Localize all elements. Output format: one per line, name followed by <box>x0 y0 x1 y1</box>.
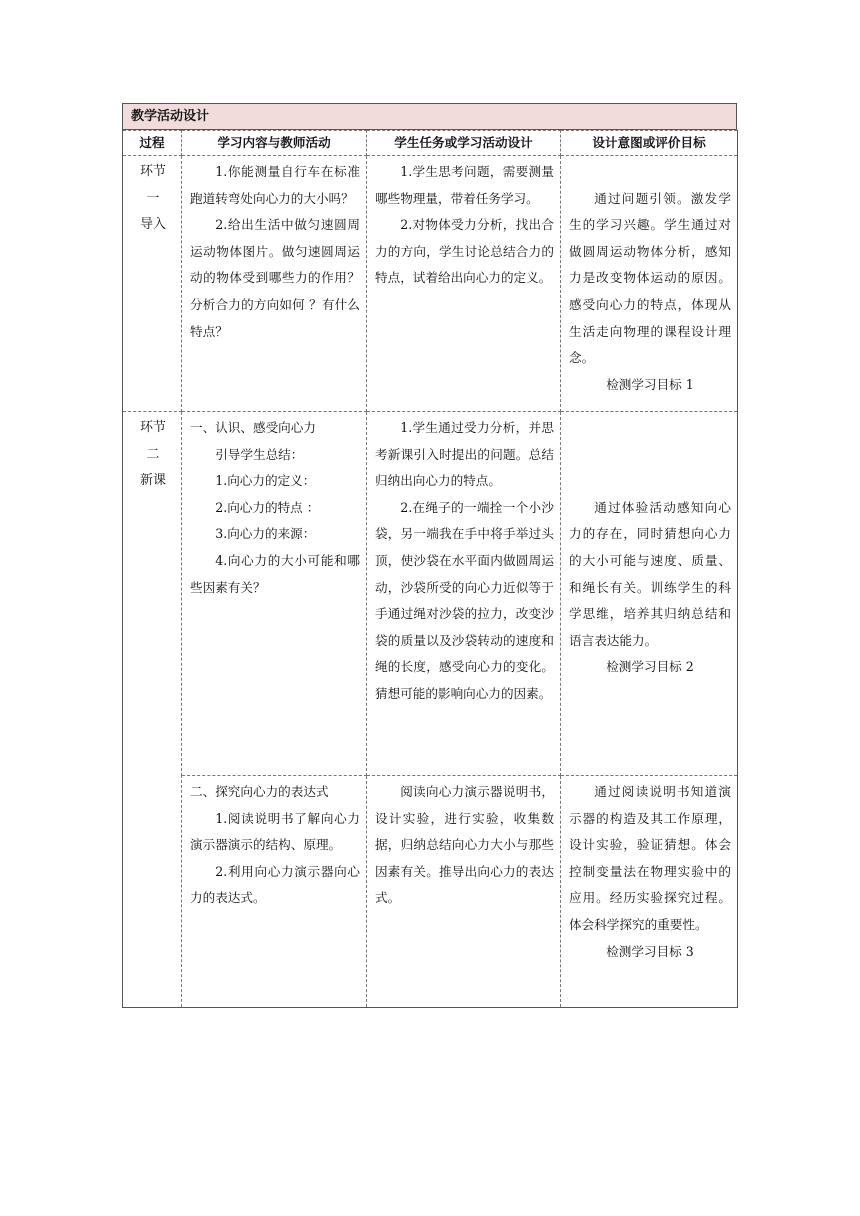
section-title: 教学活动设计 <box>122 103 737 130</box>
activity-table <box>122 130 738 1008</box>
header-student: 学生任务或学习活动设计 <box>367 131 561 156</box>
stage-1-goal: 检测学习目标 1 <box>606 376 694 392</box>
part-2-student-text: 阅读向心力演示器说明书，设计实验，进行实验，收集数据，归纳总结向心力大小与那些因素有关。推导出向心力的表达式。 <box>375 784 554 906</box>
stage-1-student-item: 2.对物体受力分析，找出合力的方向，学生讨论总结合力的特点，试着给出向心力的定义。 <box>375 217 554 286</box>
part-1-teacher-item: 2.向心力的特点 ： <box>215 499 320 515</box>
header-intent: 设计意图或评价目标 <box>561 131 738 156</box>
stage-1-teacher <box>182 156 367 412</box>
stage-2-part-1-student <box>367 412 561 776</box>
part-1-teacher-item: 引导学生总结： <box>215 446 304 462</box>
stage-2-label-line: 新课 <box>139 473 166 489</box>
part-1-teacher-item: 1.向心力的定义： <box>215 473 316 489</box>
part-2-teacher-item: 2.利用向心力演示器向心力的表达式。 <box>190 863 360 906</box>
part-2-heading: 二、探究向心力的表达式 <box>190 784 329 799</box>
header-row <box>123 131 738 156</box>
stage-2-part-1-teacher <box>182 412 367 776</box>
stage-1-teacher-item: 2.给出生活中做匀速圆周运动物体图片。做匀速圆周运动的物体受到哪些力的作用？分析合力的方向如何 ？有什么特点？ <box>190 217 360 339</box>
part-2-intent-text: 通过阅读说明书知道演示器的构造及其工作原理，设计实验，验证猜想。体会控制变量法在物理实验中的应用。经历实验探究过程。体会科学探究的重要性。 <box>569 784 731 932</box>
stage-2-label-line: 环节 <box>139 420 166 435</box>
table-row <box>123 156 738 412</box>
stage-1-label <box>123 156 182 412</box>
stage-2-part-2-student <box>367 776 561 1008</box>
stage-1-label-line: 环节 <box>139 164 166 179</box>
part-1-intent-text: 通过体验活动感知向心力的存在，同时猜想向心力的大小可能与速度、质量、和绳长有关。训练学生的科学思维，培养其归纳总结和语言表达能力。 <box>569 499 731 648</box>
lesson-plan-sheet <box>122 103 737 1008</box>
header-teacher: 学习内容与教师活动 <box>182 131 367 156</box>
spacer <box>569 159 731 186</box>
stage-1-student-item: 1.学生思考问题，需要测量哪些物理量，带着任务学习。 <box>375 164 554 206</box>
part-1-goal: 检测学习目标 2 <box>606 659 694 675</box>
stage-2-part-2-intent <box>561 776 738 1008</box>
stage-1-teacher-item: 1.你能测量自行车在标准跑道转弯处向心力的大小吗？ <box>190 164 360 206</box>
table-row <box>123 776 738 1008</box>
spacer <box>569 468 731 495</box>
stage-1-intent-text: 通过问题引领。激发学生的学习兴趣。学生通过对做圆周运动物体分析，感知力是改变物体运动的原因。感受向心力的特点，体现从生活走向物理的课程设计理念。 <box>569 190 731 366</box>
table-row <box>123 412 738 776</box>
spacer <box>569 415 731 442</box>
header-process: 过程 <box>123 131 182 156</box>
stage-1-intent <box>561 156 738 412</box>
stage-2-part-1-intent <box>561 412 738 776</box>
stage-1-label-line: 一 <box>146 190 160 206</box>
part-1-heading: 一、认识、感受向心力 <box>190 420 316 435</box>
stage-2-label <box>123 412 182 1008</box>
spacer <box>569 442 731 469</box>
stage-2-label-line: 二 <box>146 446 160 462</box>
part-1-student-item: 2.在绳子的一端拴一个小沙袋，另一端我在手中将手举过头顶，使沙袋在水平面内做圆周运动，沙袋所受的向心力近似等于手通过绳对沙袋的拉力，改变沙袋的质量以及沙袋转动的速度和绳的长度，感受向心力的变化。猜想可能的影响向心力的因素。 <box>375 499 554 701</box>
part-1-student-item: 1.学生通过受力分析，并思考新课引入时提出的问题。总结归纳出向心力的特点。 <box>375 420 554 489</box>
part-2-goal: 检测学习目标 3 <box>606 943 694 959</box>
stage-2-part-2-teacher <box>182 776 367 1008</box>
part-1-teacher-item: 4.向心力的大小可能和哪些因素有关？ <box>190 552 360 595</box>
stage-1-student <box>367 156 561 412</box>
part-1-teacher-item: 3.向心力的来源： <box>215 526 316 542</box>
stage-1-label-line: 导入 <box>139 217 166 233</box>
part-2-teacher-item: 1.阅读说明书了解向心力演示器演示的结构、原理。 <box>190 810 360 853</box>
